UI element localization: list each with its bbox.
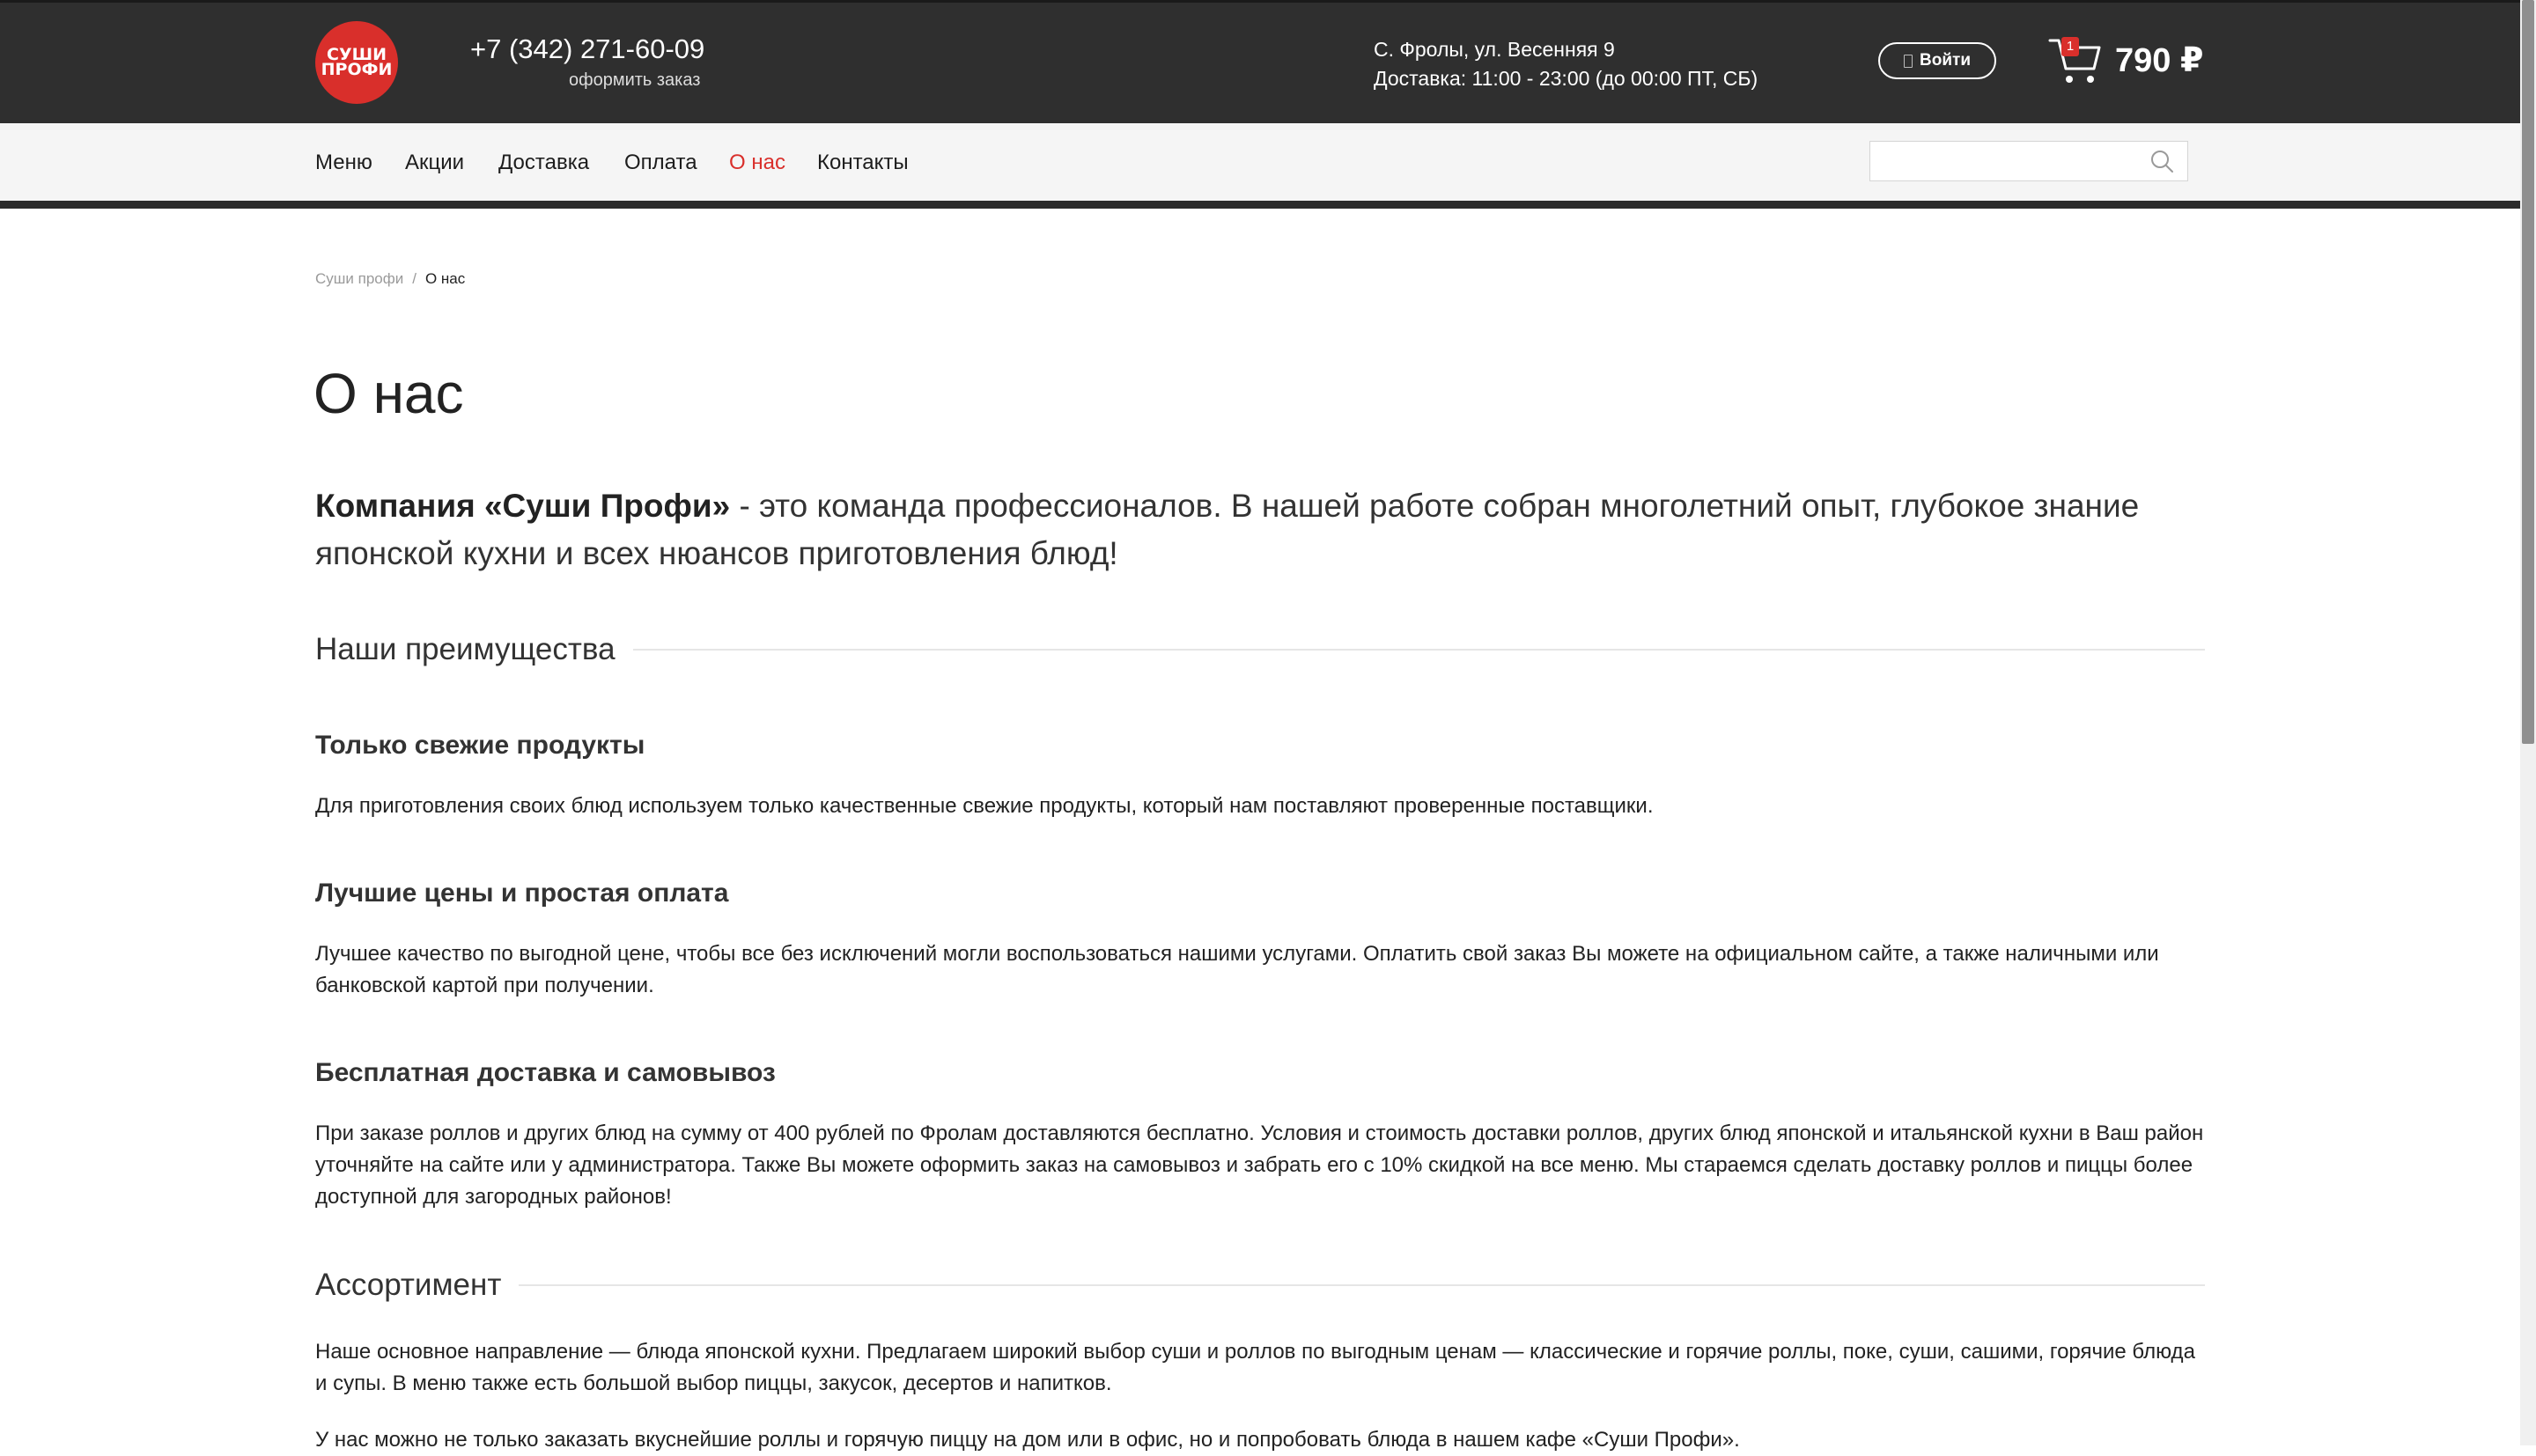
lead-paragraph <box>315 482 2208 577</box>
nav-item-promotions[interactable]: Акции <box>405 151 465 174</box>
breadcrumb <box>315 270 465 288</box>
advantage-title: Бесплатная доставка и самовывоз <box>315 1058 776 1087</box>
scrollbar-thumb[interactable] <box>2522 0 2534 744</box>
advantage-text: При заказе роллов и других блюд на сумму от 400 рублей по Фролам доставляются бесплатно. Условия и стоимость доставки роллов, других блюд японской и итальянской кухни в Ваш район уточняйте на сайте или у администратора. Также Вы можете оформить заказ на самовывоз и забрать его с 10% скидкой на все меню. Мы стараемся сделать доставку роллов и пиццы более доступной для загородных районов! <box>315 1121 2204 1209</box>
advantage-text: Для приготовления своих блюд используем только качественные свежие продукты, который нам поставляют проверенные поставщики. <box>315 794 1654 818</box>
section-divider <box>519 1284 2205 1286</box>
phone-number[interactable]: +7 (342) 271-60-09 <box>470 33 705 64</box>
logo-text-line1: СУШИ <box>327 45 387 64</box>
nav-divider <box>0 201 2520 209</box>
section-heading-text: Наши преимущества <box>315 632 616 666</box>
login-button[interactable] <box>1878 42 1996 79</box>
nav-item-menu[interactable]: Меню <box>315 151 372 174</box>
address-line: С. Фролы, ул. Весенняя 9 <box>1374 38 1615 61</box>
advantage-title: Только свежие продукты <box>315 731 645 760</box>
section-heading-text: Ассортимент <box>315 1268 502 1302</box>
nav-item-about[interactable]: О нас <box>729 151 785 174</box>
search-icon[interactable] <box>2149 149 2174 173</box>
cart-total[interactable]: 790 ₽ <box>2115 42 2204 79</box>
login-icon <box>1904 55 1913 68</box>
assortment-text: Наше основное направление — блюда японской кухни. Предлагаем широкий выбор суши и роллов по выгодным ценам — классические и горячие роллы, поке, суши, сашими, горячие блюда и супы. В меню также есть большой выбор пиццы, закусок, десертов и напитков. <box>315 1340 2195 1395</box>
advantage-title: Лучшие цены и простая оплата <box>315 879 729 908</box>
order-link[interactable]: оформить заказ <box>569 70 701 90</box>
search-input[interactable] <box>1869 141 2188 181</box>
login-label: Войти <box>1920 51 1971 70</box>
site-logo[interactable] <box>315 21 398 104</box>
breadcrumb-separator: / <box>412 270 417 287</box>
logo-text-line2: ПРОФИ <box>321 60 393 79</box>
lead-company-name: Компания «Суши Профи» <box>315 488 731 524</box>
lead-text: - это команда профессионалов. В нашей работе собран многолетний опыт, глубокое знание японской кухни и всех нюансов приготовления блюд! <box>315 488 2140 571</box>
address-block <box>1374 35 1758 93</box>
breadcrumb-home[interactable]: Суши профи <box>315 270 404 287</box>
page-title: О нас <box>313 362 464 425</box>
section-heading-advantages <box>315 632 2205 667</box>
delivery-hours: Доставка: 11:00 - 23:00 (до 00:00 ПТ, СБ) <box>1374 67 1758 90</box>
nav-item-payment[interactable]: Оплата <box>624 151 697 174</box>
advantage-text: Лучшее качество по выгодной цене, чтобы все без исключений могли воспользоваться нашими услугами. Оплатить свой заказ Вы можете на официальном сайте, а также наличными или банковской картой при получении. <box>315 942 2159 997</box>
assortment-text-2: У нас можно не только заказать вкуснейшие роллы и горячую пиццу на дом или в офис, но и попробовать блюда в нашем кафе «Суши Профи». <box>315 1428 1740 1452</box>
breadcrumb-current: О нас <box>424 270 466 287</box>
section-heading-assortment <box>315 1268 2205 1303</box>
nav-item-contacts[interactable]: Контакты <box>817 151 909 174</box>
nav-item-delivery[interactable]: Доставка <box>498 151 590 174</box>
section-divider <box>633 649 2205 651</box>
cart-count-badge: 1 <box>2061 37 2079 56</box>
